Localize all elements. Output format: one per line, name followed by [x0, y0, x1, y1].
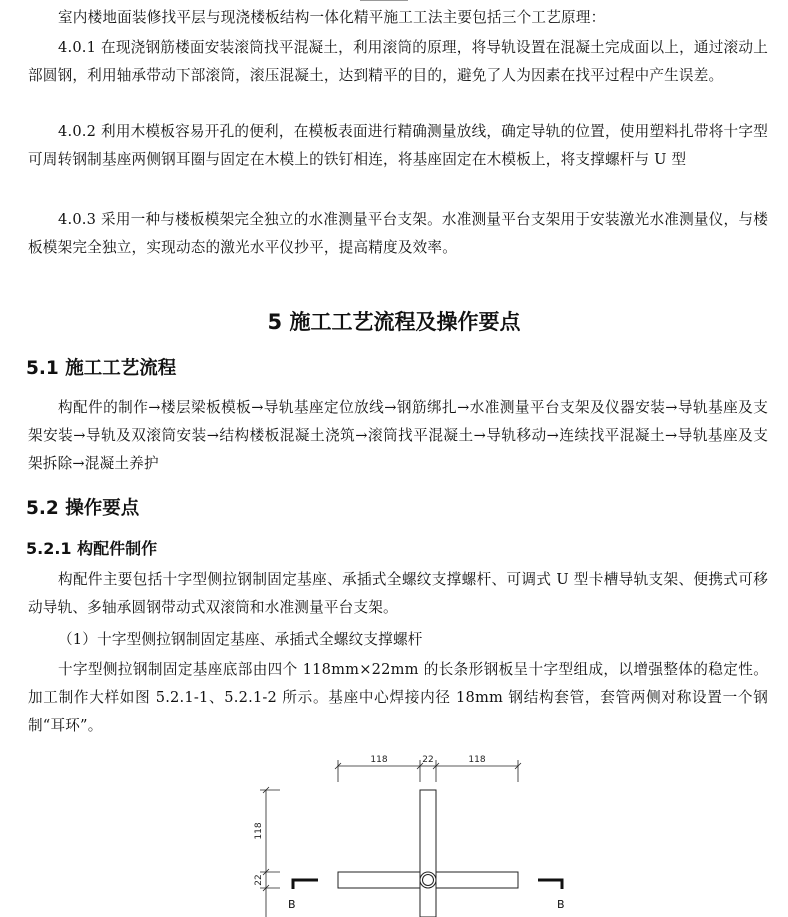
- principle-4-0-3: 4.0.3 采用一种与楼板模架完全独立的水准测量平台支架。水准测量平台支架用于安装激光水准测量仪，与楼板模架完全独立，实现动态的激光水平仪抄平，提高精度及效率。: [28, 211, 768, 256]
- section-marker-right: [538, 880, 562, 889]
- header-rule: [360, 0, 408, 1]
- section-label-right: B: [557, 898, 565, 911]
- item-1-heading: （1）十字型侧拉钢制固定基座、承插式全螺纹支撑螺杆: [58, 631, 423, 648]
- chapter-title: 5 施工工艺流程及操作要点: [267, 310, 521, 334]
- principle-4-0-1: 4.0.1 在现浇钢筋楼面安装滚筒找平混凝土，利用滚筒的原理，将导轨设置在混凝土完成面以上，通过滚动上部圆钢，利用轴承带动下部滚筒，滚压混凝土，达到精平的目的，避免了人为因素在找平过程中产生误差。: [28, 39, 768, 84]
- components-paragraph: 构配件主要包括十字型侧拉钢制固定基座、承插式全螺纹支撑螺杆、可调式 U 型卡槽导轨支架、便携式可移动导轨、多轴承圆钢带动式双滚筒和水准测量平台支架。: [28, 571, 768, 616]
- section-marker-left: [293, 880, 318, 889]
- section-5-1-title: 5.1 施工工艺流程: [26, 358, 177, 379]
- cross-base-drawing: [230, 748, 590, 917]
- dim-label-vertical-top: 118: [254, 822, 264, 840]
- dim-label-right: 118: [468, 755, 486, 765]
- section-5-2-title: 5.2 操作要点: [26, 498, 140, 519]
- process-flow-paragraph: 构配件的制作→楼层梁板模板→导轨基座定位放线→钢筋绑扎→水准测量平台支架及仪器安装→导轨基座及支架安装→导轨及双滚筒安装→结构楼板混凝土浇筑→滚筒找平混凝土→导轨移动→连续找平混凝土→导轨基座及支架拆除→混凝土养护: [28, 399, 768, 472]
- cross-plates: [338, 790, 518, 917]
- dim-label-left: 118: [370, 755, 388, 765]
- section-5-2-1-title: 5.2.1 构配件制作: [26, 539, 158, 558]
- dim-label-vertical-bottom: 22: [254, 874, 264, 886]
- base-description-paragraph: 十字型侧拉钢制固定基座底部由四个 118mm×22mm 的长条形钢板呈十字型组成，以增强整体的稳定性。加工制作大样如图 5.2.1-1、5.2.1-2 所示。基座中心焊接内径 18mm 钢结构套管，套管两侧对称设置一个钢制“耳环”。: [28, 661, 768, 734]
- side-dimension: [260, 787, 280, 917]
- intro-paragraph: 室内楼地面装修找平层与现浇楼板结构一体化精平施工工法主要包括三个工艺原理：: [58, 9, 606, 26]
- principle-4-0-2: 4.0.2 利用木模板容易开孔的便利，在模板表面进行精确测量放线，确定导轨的位置，使用塑料扎带将十字型可周转钢制基座两侧钢耳圈与固定在木模上的铁钉相连，将基座固定在木模板上，将支撑螺杆与 U 型: [28, 123, 768, 168]
- section-label-left: B: [288, 898, 296, 911]
- dim-label-center: 22: [422, 755, 434, 765]
